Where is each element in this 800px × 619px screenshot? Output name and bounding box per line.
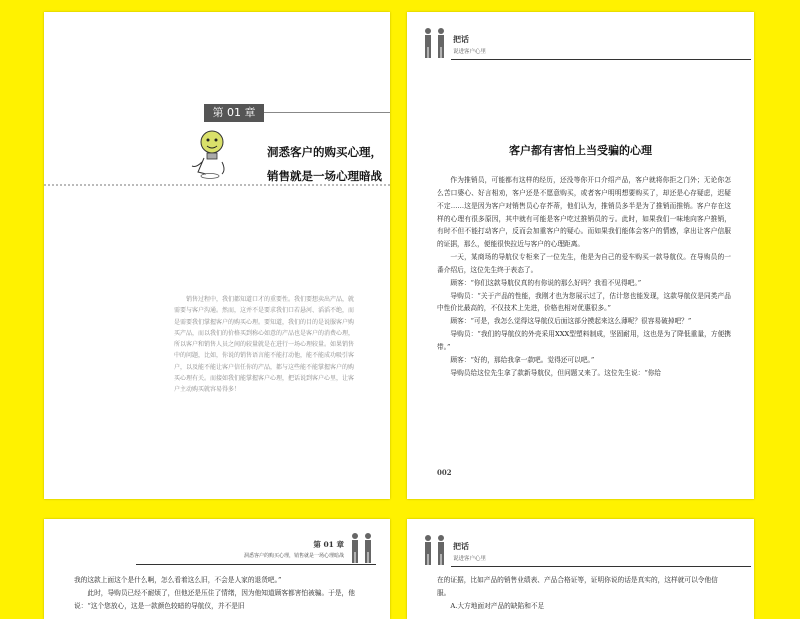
header-subtitle: 说进客户心里 bbox=[453, 556, 487, 562]
content-page bbox=[407, 12, 754, 499]
page-header bbox=[136, 531, 376, 565]
paragraph: 此时，导购员已经不耐烦了，但他还是压住了情绪，因为他知道顾客都害怕被骗。于是，他说：“这个您放心，这是一款颜色较暗的导航仪，并不是旧 bbox=[74, 588, 355, 610]
header-title: 把话 bbox=[453, 34, 469, 44]
page-header bbox=[421, 26, 741, 60]
paragraph: 顾客：“好的，那给我拿一款吧。觉得还可以吧。” bbox=[450, 355, 595, 364]
two-people-icon bbox=[421, 533, 449, 566]
header-title: 把话 bbox=[453, 541, 469, 551]
two-people-icon bbox=[348, 531, 376, 564]
body-text bbox=[437, 174, 731, 380]
paragraph: 导购员给这位先生拿了款新导航仪，但问题又来了。这位先生说：“你给 bbox=[450, 368, 662, 377]
chapter-title-line: 洞悉客户的购买心理， bbox=[267, 145, 382, 159]
chapter-label: 第 01 章 bbox=[204, 104, 264, 122]
paragraph: 作为推销员，可能都有这样的经历，还没等你开口介绍产品，客户就将你拒之门外；无论你怎么苦口婆心、好言相劝，客户还是不愿意购买，或者客户明明想要购买了，却还是心存疑虑，迟疑不定……这是因为客户对销售员心存芥蒂，他们认为，推销员多半是为了推销而推销。客户存在这样的心理有很多原因，其中就有可能是客户吃过推销员的亏。此时，如果我们一味地向客户推销，有时不但不能打动客户，反而会加重客户的疑心。而如果我们能体会客户的情感，拿出让客户信服的证据，那么，便能很快拉近与客户的心理距离。 bbox=[437, 176, 731, 249]
header-subtitle: 说进客户心里 bbox=[453, 49, 487, 55]
section-title: 客户都有害怕上当受骗的心理 bbox=[509, 144, 652, 157]
chapter-title-line: 销售就是一场心理暗战 bbox=[267, 169, 382, 183]
page-header bbox=[421, 533, 741, 567]
page-number: 002 bbox=[437, 468, 452, 477]
paragraph: 在的证据，比如产品的销售业绩表、产品合格证等，证明你说的话是真实的，这样就可以令他信服。 bbox=[437, 576, 718, 597]
dotted-divider bbox=[44, 184, 390, 186]
chapter-page bbox=[44, 12, 390, 499]
paragraph: A.大方地面对产品的缺陷和不足 bbox=[450, 601, 545, 610]
chapter-intro: 销售过程中，我们都知道口才的重要性。我们要想卖出产品，就需要与客户沟通。然而，这并不是要求我们口若悬河、滔滔不绝，而是需要我们掌握客户的购买心理。要知道，我们的目的是说服客户购买产品，而以我们的价格买到称心如意的产品也是客户的消费心理，所以客户和销售人员之间的较量就是在进行一场心理较量。如果销售中的问题，比如，你说的销售语言能不能打动他，能不能成功吸引客户，以及能不能让客户信任你的产品，都与这些能不能掌握客户的购买心理有关。而接如我们能掌握客户心理，把话说到客户心里，让客户主动购买就容易得多！ bbox=[174, 296, 355, 394]
chapter-title bbox=[242, 140, 382, 188]
paragraph: 一天，某商场的导航仪专柜来了一位先生，他是为自己的爱车购买一款导航仪。在导购员的一番介绍后，这位先生终于表态了。 bbox=[437, 253, 731, 274]
content-page bbox=[44, 519, 390, 619]
header-chapter: 第 01 章 bbox=[313, 540, 344, 549]
header-subtitle: 洞悉客户的购买心理，销售就是一场心理暗战 bbox=[243, 553, 344, 559]
body-text bbox=[74, 574, 368, 613]
body-text bbox=[437, 574, 731, 613]
paragraph: 我的这款上面这个是什么啊，怎么看着这么旧，不会是人家的退货吧。” bbox=[74, 576, 282, 584]
lightbulb-icon bbox=[182, 124, 242, 180]
paragraph: 导购员：“关于产品的性能，我刚才也为您展示过了，估计您也能发现，这款导航仪是同类产品中性价比最高的，不仅技术上先进，价格也相对优惠很多。” bbox=[437, 291, 731, 313]
paragraph: 顾客：“你们这款导航仪真的有你说的那么好吗？我看不见得吧。” bbox=[450, 278, 642, 287]
paragraph: 顾客：“可是，我怎么觉得这导航仪后面这部分摸起来这么薄呢？很容易破掉吧？” bbox=[450, 317, 692, 326]
header-rule bbox=[451, 59, 751, 60]
two-people-icon bbox=[421, 26, 449, 59]
paragraph: 导购员：“我们的导航仪的外壳采用XXX型塑料制成，坚固耐用，这也是为了降低重量，方便携带。” bbox=[437, 330, 731, 351]
header-rule bbox=[136, 564, 376, 565]
chapter-divider bbox=[264, 112, 390, 113]
header-rule bbox=[451, 566, 751, 567]
content-page bbox=[407, 519, 754, 619]
